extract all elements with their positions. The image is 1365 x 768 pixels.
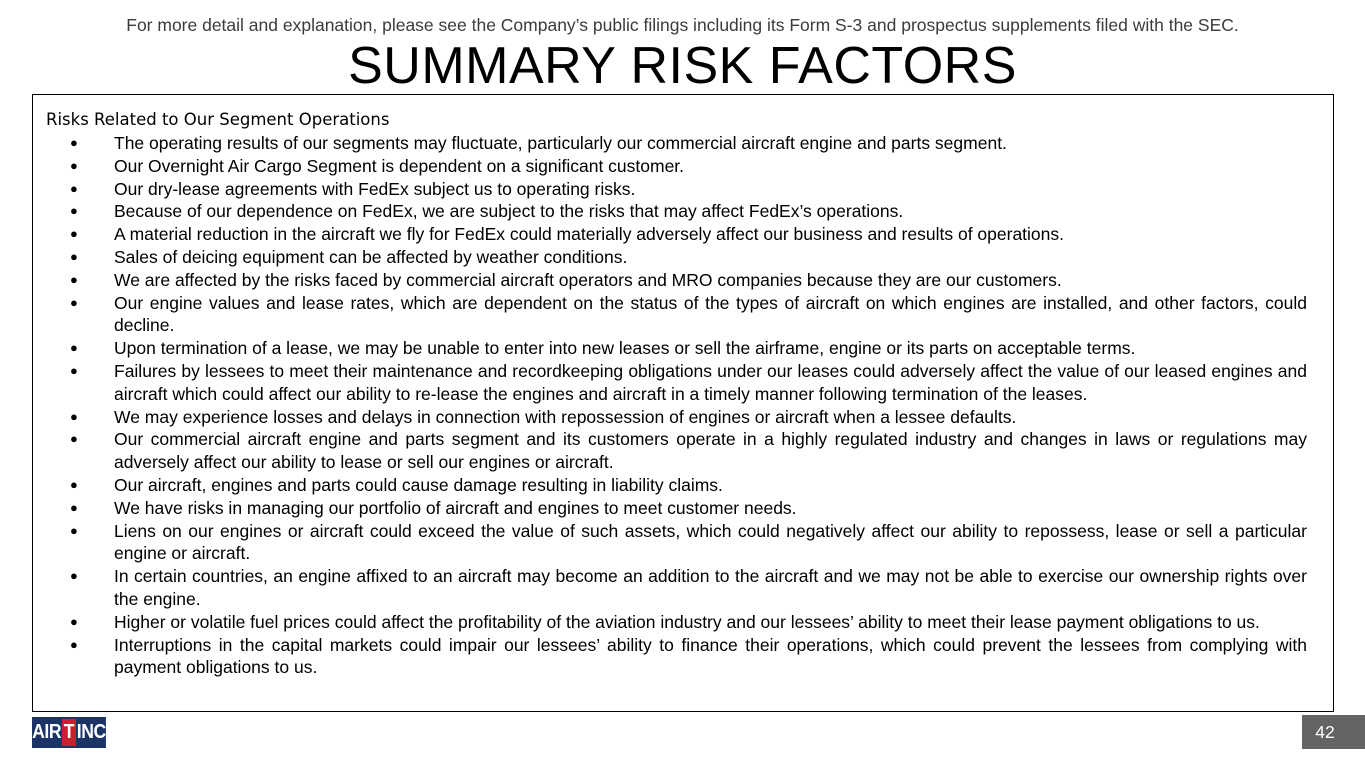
- list-item: [33, 428, 1307, 474]
- list-item-text: We are affected by the risks faced by commercial aircraft operators and MRO companies because they are our customers.: [114, 269, 1062, 290]
- list-item-text: Interruptions in the capital markets could impair our lessees’ ability to finance their operations, which could prevent the lessees from complying with payment obligations to us.: [114, 634, 1307, 678]
- bullet-icon: ●: [70, 226, 78, 242]
- list-item: [33, 497, 1307, 520]
- list-item-text: Upon termination of a lease, we may be unable to enter into new leases or sell the airframe, engine or its parts on acceptable terms.: [114, 338, 1136, 359]
- list-item: [33, 292, 1307, 338]
- disclaimer-text: For more detail and explanation, please see the Company’s public filings including its Form S-3 and prospectus supplements filed with the SEC.: [126, 15, 1239, 35]
- page-title: SUMMARY RISK FACTORS: [348, 37, 1017, 95]
- risk-factors-box: [32, 94, 1334, 712]
- page-number: 42: [1302, 715, 1365, 749]
- list-item: [33, 520, 1307, 566]
- list-item-text: Our aircraft, engines and parts could cause damage resulting in liability claims.: [114, 474, 723, 495]
- list-item-text: Sales of deicing equipment can be affected by weather conditions.: [114, 246, 628, 267]
- logo-text-left: AIR: [32, 721, 62, 743]
- list-item: [33, 200, 1307, 223]
- risk-factor-list: [33, 132, 1307, 679]
- bullet-icon: ●: [70, 613, 78, 629]
- list-item: [33, 611, 1307, 634]
- bullet-icon: ●: [70, 636, 78, 652]
- list-item-text: In certain countries, an engine affixed to an aircraft may become an addition to the aircraft and we may not be able to exercise our ownership rights over the engine.: [114, 566, 1307, 609]
- list-item-text: Our Overnight Air Cargo Segment is dependent on a significant customer.: [114, 155, 685, 176]
- logo-text-right: INC: [76, 721, 106, 743]
- list-item: [33, 337, 1307, 360]
- bullet-icon: ●: [70, 522, 78, 538]
- list-item: [33, 474, 1307, 497]
- list-item-text: We may experience losses and delays in connection with repossession of engines or aircraft when a lessee defaults.: [114, 406, 1017, 427]
- list-item: [33, 565, 1307, 611]
- list-item-text: Our dry-lease agreements with FedEx subject us to operating risks.: [114, 178, 636, 199]
- list-item: [33, 223, 1307, 246]
- section-heading: Risks Related to Our Segment Operations: [46, 110, 390, 129]
- bullet-icon: ●: [70, 180, 78, 196]
- bullet-icon: ●: [70, 294, 78, 310]
- list-item-text: Our commercial aircraft engine and parts segment and its customers operate in a highly regulated industry and changes in laws or regulations may adversely affect our ability to lease or sell our engines or aircraft.: [114, 429, 1307, 473]
- bullet-icon: ●: [70, 431, 78, 447]
- list-item-text: A material reduction in the aircraft we fly for FedEx could materially adversely affect our business and results of operations.: [114, 224, 1064, 245]
- bullet-icon: ●: [70, 362, 78, 378]
- list-item: [33, 634, 1307, 680]
- list-item-text: Failures by lessees to meet their maintenance and recordkeeping obligations under our leases could adversely affect the value of our leased engines and aircraft which could affect our ability to re-lease the engines and aircraft in a timely manner following termination of the leases.: [114, 360, 1307, 404]
- bullet-icon: ●: [70, 203, 78, 219]
- bullet-icon: ●: [70, 476, 78, 492]
- bullet-icon: ●: [70, 340, 78, 356]
- bullet-icon: ●: [70, 408, 78, 424]
- list-item: [33, 269, 1307, 292]
- list-item-text: Liens on our engines or aircraft could exceed the value of such assets, which could negatively affect our ability to repossess, lease or sell a particular engine or aircraft.: [114, 520, 1307, 564]
- list-item: [33, 406, 1307, 429]
- bullet-icon: ●: [70, 568, 78, 584]
- list-item-text: Higher or volatile fuel prices could affect the profitability of the aviation industry and our lessees’ ability to meet their lease payment obligations to us.: [114, 611, 1260, 632]
- logo-text-middle: T: [62, 719, 76, 746]
- list-item-text: We have risks in managing our portfolio of aircraft and engines to meet customer needs.: [114, 497, 797, 518]
- bullet-icon: ●: [70, 271, 78, 287]
- list-item-text: The operating results of our segments may fluctuate, particularly our commercial aircraft engine and parts segment.: [114, 133, 1007, 153]
- list-item: [33, 178, 1307, 201]
- company-logo: [32, 717, 106, 748]
- list-item-text: Our engine values and lease rates, which are dependent on the status of the types of aircraft on which engines are installed, and other factors, could decline.: [114, 292, 1307, 336]
- list-item-text: Because of our dependence on FedEx, we are subject to the risks that may affect FedEx’s operations.: [114, 201, 904, 222]
- list-item: [33, 155, 1307, 178]
- list-item: [33, 132, 1307, 155]
- bullet-icon: ●: [70, 157, 78, 173]
- bullet-icon: ●: [70, 499, 78, 515]
- list-item: [33, 246, 1307, 269]
- bullet-icon: ●: [70, 135, 78, 150]
- list-item: [33, 360, 1307, 406]
- bullet-icon: ●: [70, 248, 78, 264]
